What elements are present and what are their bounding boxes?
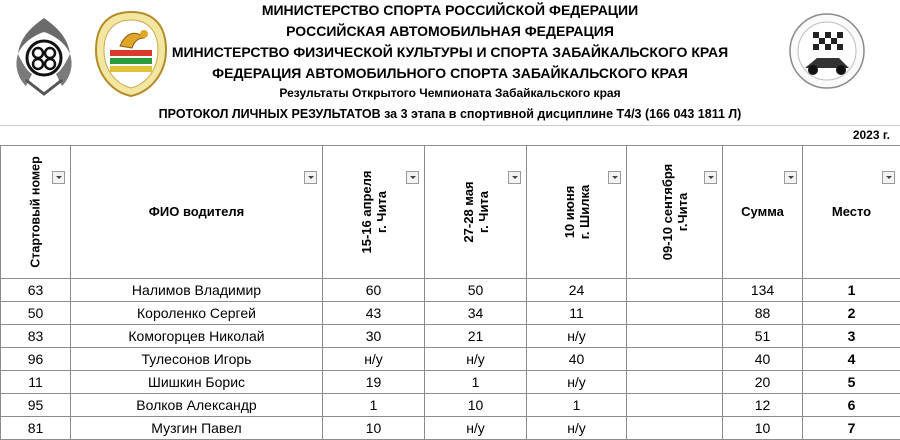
stage2-points-cell: 50 bbox=[425, 279, 527, 302]
place-cell: 2 bbox=[803, 302, 900, 325]
header-stage2-date: 27-28 мая bbox=[461, 181, 476, 242]
stage4-points-cell bbox=[627, 417, 723, 440]
table-row bbox=[1, 348, 900, 371]
stage2-points-cell: н/у bbox=[425, 417, 527, 440]
sum-cell: 88 bbox=[723, 302, 803, 325]
header-line-ministry-sport: МИНИСТЕРСТВО СПОРТА РОССИЙСКОЙ ФЕДЕРАЦИИ bbox=[0, 2, 900, 18]
stage2-points-cell: 34 bbox=[425, 302, 527, 325]
header-stage3-city: г. Шилка bbox=[577, 185, 592, 239]
stage3-points-cell: 24 bbox=[527, 279, 627, 302]
start-number-cell: 81 bbox=[1, 417, 71, 440]
header-place-label: Место bbox=[803, 204, 900, 219]
stage1-points-cell: 10 bbox=[323, 417, 425, 440]
stage1-points-cell: н/у bbox=[323, 348, 425, 371]
start-number-cell: 11 bbox=[1, 371, 71, 394]
header-stage2-label bbox=[461, 181, 491, 242]
divider bbox=[0, 125, 900, 126]
stage1-points-cell: 1 bbox=[323, 394, 425, 417]
filter-stage1-button[interactable] bbox=[406, 171, 419, 184]
sum-cell: 51 bbox=[723, 325, 803, 348]
header-line-regional-ministry: МИНИСТЕРСТВО ФИЗИЧЕСКОЙ КУЛЬТУРЫ И СПОРТА ЗАБАЙКАЛЬСКОГО КРАЯ bbox=[0, 44, 900, 60]
place-cell: 4 bbox=[803, 348, 900, 371]
sum-cell: 10 bbox=[723, 417, 803, 440]
driver-name-cell: Волков Александр bbox=[71, 394, 323, 417]
year-label: 2023 г. bbox=[853, 128, 890, 142]
table-row bbox=[1, 371, 900, 394]
stage2-points-cell: 10 bbox=[425, 394, 527, 417]
table-row bbox=[1, 394, 900, 417]
sum-cell: 12 bbox=[723, 394, 803, 417]
header-driver-name bbox=[71, 146, 323, 279]
table-row bbox=[1, 302, 900, 325]
filter-stage3-button[interactable] bbox=[608, 171, 621, 184]
stage4-points-cell bbox=[627, 371, 723, 394]
filter-sum-button[interactable] bbox=[784, 171, 797, 184]
driver-name-cell: Тулесонов Игорь bbox=[71, 348, 323, 371]
stage2-points-cell: 21 bbox=[425, 325, 527, 348]
header-sum bbox=[723, 146, 803, 279]
stage3-points-cell: н/у bbox=[527, 325, 627, 348]
header-stage3 bbox=[527, 146, 627, 279]
stage2-points-cell: 1 bbox=[425, 371, 527, 394]
header-stage1-city: г. Чита bbox=[374, 171, 389, 254]
header-stage2 bbox=[425, 146, 527, 279]
start-number-cell: 95 bbox=[1, 394, 71, 417]
header-stage1 bbox=[323, 146, 425, 279]
sum-cell: 20 bbox=[723, 371, 803, 394]
filter-stage2-button[interactable] bbox=[508, 171, 521, 184]
start-number-cell: 50 bbox=[1, 302, 71, 325]
stage1-points-cell: 30 bbox=[323, 325, 425, 348]
stage3-points-cell: 1 bbox=[527, 394, 627, 417]
header-stage1-date: 15-16 апреля bbox=[359, 171, 374, 254]
stage3-points-cell: н/у bbox=[527, 371, 627, 394]
table-row bbox=[1, 279, 900, 302]
stage2-points-cell: н/у bbox=[425, 348, 527, 371]
header-stage1-label bbox=[359, 171, 389, 254]
header-place bbox=[803, 146, 900, 279]
header-stage2-city: г. Чита bbox=[476, 181, 491, 242]
start-number-cell: 63 bbox=[1, 279, 71, 302]
header-stage4 bbox=[627, 146, 723, 279]
protocol-title: ПРОТОКОЛ ЛИЧНЫХ РЕЗУЛЬТАТОВ за 3 этапа в спортивной дисциплине Т4/3 (166 043 1811 Л) bbox=[0, 107, 900, 121]
header-line-raf: РОССИЙСКАЯ АВТОМОБИЛЬНАЯ ФЕДЕРАЦИЯ bbox=[0, 23, 900, 39]
start-number-cell: 83 bbox=[1, 325, 71, 348]
filter-start-number-button[interactable] bbox=[52, 171, 65, 184]
stage4-points-cell bbox=[627, 325, 723, 348]
filter-place-button[interactable] bbox=[882, 171, 895, 184]
start-number-cell: 96 bbox=[1, 348, 71, 371]
header-start-number bbox=[1, 146, 71, 279]
place-cell: 1 bbox=[803, 279, 900, 302]
stage1-points-cell: 43 bbox=[323, 302, 425, 325]
header-sum-label: Сумма bbox=[723, 204, 802, 219]
header-line-regional-federation: ФЕДЕРАЦИЯ АВТОМОБИЛЬНОГО СПОРТА ЗАБАЙКАЛЬСКОГО КРАЯ bbox=[0, 65, 900, 81]
driver-name-cell: Налимов Владимир bbox=[71, 279, 323, 302]
place-cell: 3 bbox=[803, 325, 900, 348]
table-row bbox=[1, 325, 900, 348]
driver-name-cell: Музгин Павел bbox=[71, 417, 323, 440]
driver-name-cell: Короленко Сергей bbox=[71, 302, 323, 325]
table-header-row bbox=[1, 146, 900, 279]
stage4-points-cell bbox=[627, 302, 723, 325]
header-stage3-label bbox=[562, 185, 592, 239]
header-stage4-label: 09-10 сентября г.Чита bbox=[660, 157, 690, 267]
place-cell: 6 bbox=[803, 394, 900, 417]
stage1-points-cell: 60 bbox=[323, 279, 425, 302]
stage3-points-cell: 11 bbox=[527, 302, 627, 325]
stage4-points-cell bbox=[627, 394, 723, 417]
stage3-points-cell: н/у bbox=[527, 417, 627, 440]
stage1-points-cell: 19 bbox=[323, 371, 425, 394]
sum-cell: 40 bbox=[723, 348, 803, 371]
header-driver-name-label: ФИО водителя bbox=[71, 204, 322, 219]
stage4-points-cell bbox=[627, 279, 723, 302]
filter-stage4-button[interactable] bbox=[704, 171, 717, 184]
table-row bbox=[1, 417, 900, 440]
driver-name-cell: Шишкин Борис bbox=[71, 371, 323, 394]
header-line-championship: Результаты Открытого Чемпионата Забайкальского края bbox=[0, 86, 900, 100]
driver-name-cell: Комогорцев Николай bbox=[71, 325, 323, 348]
place-cell: 5 bbox=[803, 371, 900, 394]
stage4-points-cell bbox=[627, 348, 723, 371]
sum-cell: 134 bbox=[723, 279, 803, 302]
stage3-points-cell: 40 bbox=[527, 348, 627, 371]
place-cell: 7 bbox=[803, 417, 900, 440]
header-start-number-label: Стартовый номер bbox=[28, 156, 43, 268]
filter-driver-name-button[interactable] bbox=[304, 171, 317, 184]
results-table bbox=[0, 145, 900, 440]
header-stage3-date: 10 июня bbox=[562, 185, 577, 239]
